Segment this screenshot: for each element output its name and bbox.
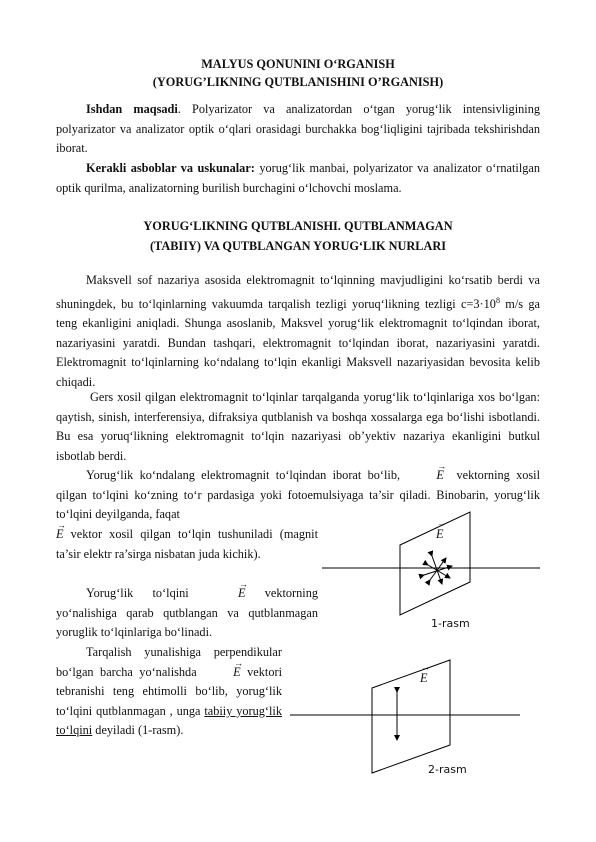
natural-text-b: vektori tebranishi teng ehtimolli bo‘lib, yorug‘lik to‘lqini qutblanmagan , unga: [56, 664, 282, 718]
natural-text-c: deyiladi (1-rasm).: [95, 723, 184, 738]
e-vector-symbol: → E: [208, 584, 246, 604]
exponent: 8: [495, 295, 500, 305]
e-vector-symbol: → E: [406, 466, 444, 486]
polarized-text-b: vektorning yo‘nalishiga qarab qutblangan va qutblanmagan yoruglik to‘lqinlariga bo‘linadi.: [56, 586, 319, 640]
equipment-text: yorug‘lik manbai, polyarizator va analizator o‘rnatilgan optik qurilma, analizatorning burilish burchagini o‘lchovchi moslama.: [56, 161, 540, 195]
e-vector-symbol: → E: [56, 525, 64, 545]
paragraph-transverse-cont: [56, 525, 318, 564]
transverse-text-a: Yorug‘lik ko‘ndalang elektromagnit to‘lqindan iborat bo‘lib,: [86, 468, 401, 482]
e-vector-symbol: → E: [203, 663, 241, 683]
transverse-text-b: vektorning xosil qilgan to‘lqini ko‘zning to‘r pardasiga yoki fotoemulsiyaga ta’sir qiladi. Binobarin, yorug‘lik to‘lqini deyilganda, faqat: [56, 468, 540, 522]
fig2-caption: 2-rasm: [428, 763, 467, 776]
maxwell-text-a: Maksvell sof nazariya asosida elektromagnit to‘lqinning mavjudligini ko‘rsatib berdi va shuningdek, bu to‘lqinlarning vakuumda tarqalish tezligi yoruq‘likning tezligi c=3·10: [56, 273, 540, 311]
equipment-label: Kerakli asboblar va uskunalar:: [86, 161, 255, 175]
fig2-polarizer-plane: [372, 660, 450, 773]
fig1-polarizer-plane: [400, 512, 470, 615]
fig1-caption: 1-rasm: [431, 617, 470, 630]
goal-paragraph: [56, 100, 540, 159]
polarized-text-a: Yorug‘lik to‘lqini: [86, 586, 189, 600]
section-heading-line2: (TABIIY) VA QUTBLANGAN YORUG‘LIK NURLARI: [149, 239, 447, 253]
section-heading-line1: YORUG‘LIKNING QUTBLANISHI. QUTBLANMAGAN: [143, 219, 453, 233]
paragraph-polarized: [56, 584, 318, 643]
natural-text-a: Tarqalish yunalishiga perpendikular bo‘lgan barcha yo‘nalishda: [56, 645, 282, 679]
equipment-paragraph: [56, 159, 540, 198]
paragraph-transverse: [56, 466, 540, 525]
transverse-text-c: vektor xosil qilgan to‘lqin tushuniladi (magnit ta’sir elektr ra’sirga nisbatan juda kichik).: [56, 527, 318, 561]
fig1-e-label: → E: [436, 527, 444, 542]
fig2-e-label: → E: [420, 671, 428, 686]
paragraph-maxwell: [56, 271, 540, 393]
document-subtitle: (YORUG’LIKNING QUTBLANISHINI O’RGANISH): [152, 75, 444, 89]
goal-text: . Polyarizator va analizatordan o‘tgan yorug‘lik intensivligining polyarizator va analizator optik o‘qlari orasidagi burchakka bog‘liqligini tajribada tekshirishdan iborat.: [56, 102, 540, 156]
paragraph-hertz: [56, 388, 540, 466]
fig1-e-vectors: [424, 556, 452, 584]
natural-light-term: tabiiy yorug‘lik to‘lqini: [56, 703, 282, 738]
document-title: MALYUS QONUNINI O‘RGANISH: [201, 57, 395, 71]
maxwell-text-b: m/s ga teng ekanligini aniqladi. Shunga asoslanib, Maksvel yorug‘lik elektromagnit to‘lqindan iborat, nazariyasini yaratdi. Bundan tashqari, elektromagnit to‘lqindan iborat, nazariyasini yaratdi. Elektromagnit to‘lqinlarning ko‘ndalang to‘lqin ekanligi Maksvell nazariyasidan bevosita kelib chiqadi.: [56, 296, 540, 390]
paragraph-natural-light: [56, 643, 282, 741]
hertz-text: Gers xosil qilgan elektromagnit to‘lqinlar tarqalganda yorug‘lik to‘lqinlariga xos bo‘lgan: qaytish, sinish, interferensiya, difraksiya qutblanish va boshqa xossalarga ega bo‘lishi isbotlandi. Bu esa yoruq‘likning elektromagnit to‘lqin nazariyasi ob’yektiv nazariya ekanligini butkul isbotlab berdi.: [56, 390, 540, 463]
goal-label: Ishdan maqsadi: [86, 102, 178, 116]
